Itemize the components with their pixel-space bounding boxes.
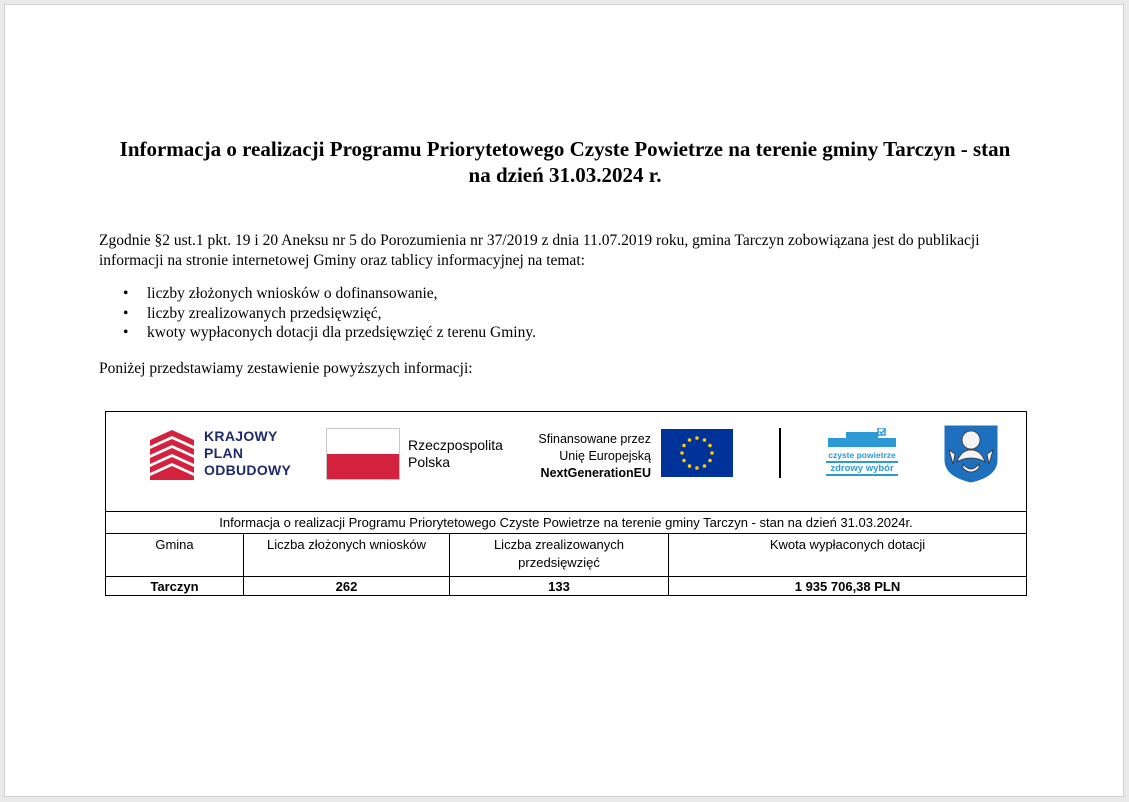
table-row bbox=[106, 577, 1027, 596]
bullet-icon: • bbox=[123, 285, 129, 302]
eu-star bbox=[680, 451, 684, 455]
data-table bbox=[105, 411, 1027, 596]
eu-star bbox=[695, 466, 699, 470]
cell-zrealizowane: 133 bbox=[450, 577, 669, 596]
intro-paragraph bbox=[99, 231, 1039, 270]
eu-star bbox=[682, 444, 686, 448]
table-header-row bbox=[106, 534, 1027, 577]
eu-star bbox=[708, 444, 712, 448]
document-title bbox=[65, 136, 1065, 188]
eu-star bbox=[703, 438, 707, 442]
cell-gmina: Tarczyn bbox=[106, 577, 244, 596]
list-item: • kwoty wypłaconych dotacji dla przedsięwzięć z terenu Gminy. bbox=[123, 324, 536, 341]
poland-logo-text: Rzeczpospolita Polska bbox=[408, 437, 503, 470]
document-page bbox=[4, 4, 1124, 797]
eu-flag-icon bbox=[661, 429, 733, 477]
eu-star bbox=[710, 451, 714, 455]
logo-divider bbox=[779, 428, 781, 478]
title-line-2: na dzień 31.03.2024 r. bbox=[468, 163, 662, 187]
poland-flag-icon bbox=[326, 428, 400, 480]
kpo-logo-text: KRAJOWY PLAN ODBUDOWY bbox=[204, 428, 292, 478]
table-caption-row bbox=[106, 512, 1027, 534]
list-item: • liczby zrealizowanych przedsięwzięć, bbox=[123, 304, 382, 322]
cell-kwota: 1 935 706,38 PLN bbox=[669, 577, 1027, 596]
table-caption: Informacja o realizacji Programu Priorytetowego Czyste Powietrze na terenie gminy Tarczyn - stan na dzień 31.03.2024r. bbox=[106, 512, 1027, 534]
summary-intro: Poniżej przedstawiamy zestawienie powyższych informacji: bbox=[99, 360, 473, 377]
bullet-list bbox=[99, 284, 536, 343]
kpo-logo-icon bbox=[150, 430, 196, 480]
eu-star bbox=[688, 464, 692, 468]
header-zrealizowane: Liczba zrealizowanych przedsięwzięć bbox=[450, 534, 669, 577]
paragraph-line-2: informacji na stronie internetowej Gminy oraz tablicy informacyjnej na temat: bbox=[99, 251, 585, 269]
eu-star bbox=[708, 459, 712, 463]
bullet-icon: • bbox=[123, 324, 129, 341]
eu-star bbox=[703, 464, 707, 468]
header-wnioski: Liczba złożonych wniosków bbox=[244, 534, 450, 577]
czyste-powietrze-house-icon bbox=[826, 428, 898, 448]
list-item: • liczby złożonych wniosków o dofinansowanie, bbox=[123, 285, 438, 302]
eu-star bbox=[688, 438, 692, 442]
cell-wnioski: 262 bbox=[244, 577, 450, 596]
eu-funding-text: Sfinansowane przez Unię Europejską NextGenerationEU bbox=[538, 432, 651, 480]
logo-bar bbox=[106, 412, 1026, 511]
logo-row bbox=[106, 412, 1027, 512]
paragraph-line-1: Zgodnie §2 ust.1 pkt. 19 i 20 Aneksu nr 5 do Porozumienia nr 37/2019 z dnia 11.07.2019 roku, gmina Tarczyn zobowiązana jest do publikacji bbox=[99, 232, 980, 249]
title-line-1: Informacja o realizacji Programu Priorytetowego Czyste Powietrze na terenie gminy Tarczyn - stan bbox=[119, 137, 1011, 161]
header-gmina: Gmina bbox=[106, 534, 244, 577]
eu-star bbox=[682, 459, 686, 463]
czyste-powietrze-text: czyste powietrze zdrowy wybór bbox=[826, 450, 898, 476]
tarczyn-crest-icon bbox=[943, 424, 999, 484]
bullet-icon: • bbox=[123, 304, 129, 322]
eu-star bbox=[695, 436, 699, 440]
header-kwota: Kwota wypłaconych dotacji bbox=[669, 534, 1027, 577]
